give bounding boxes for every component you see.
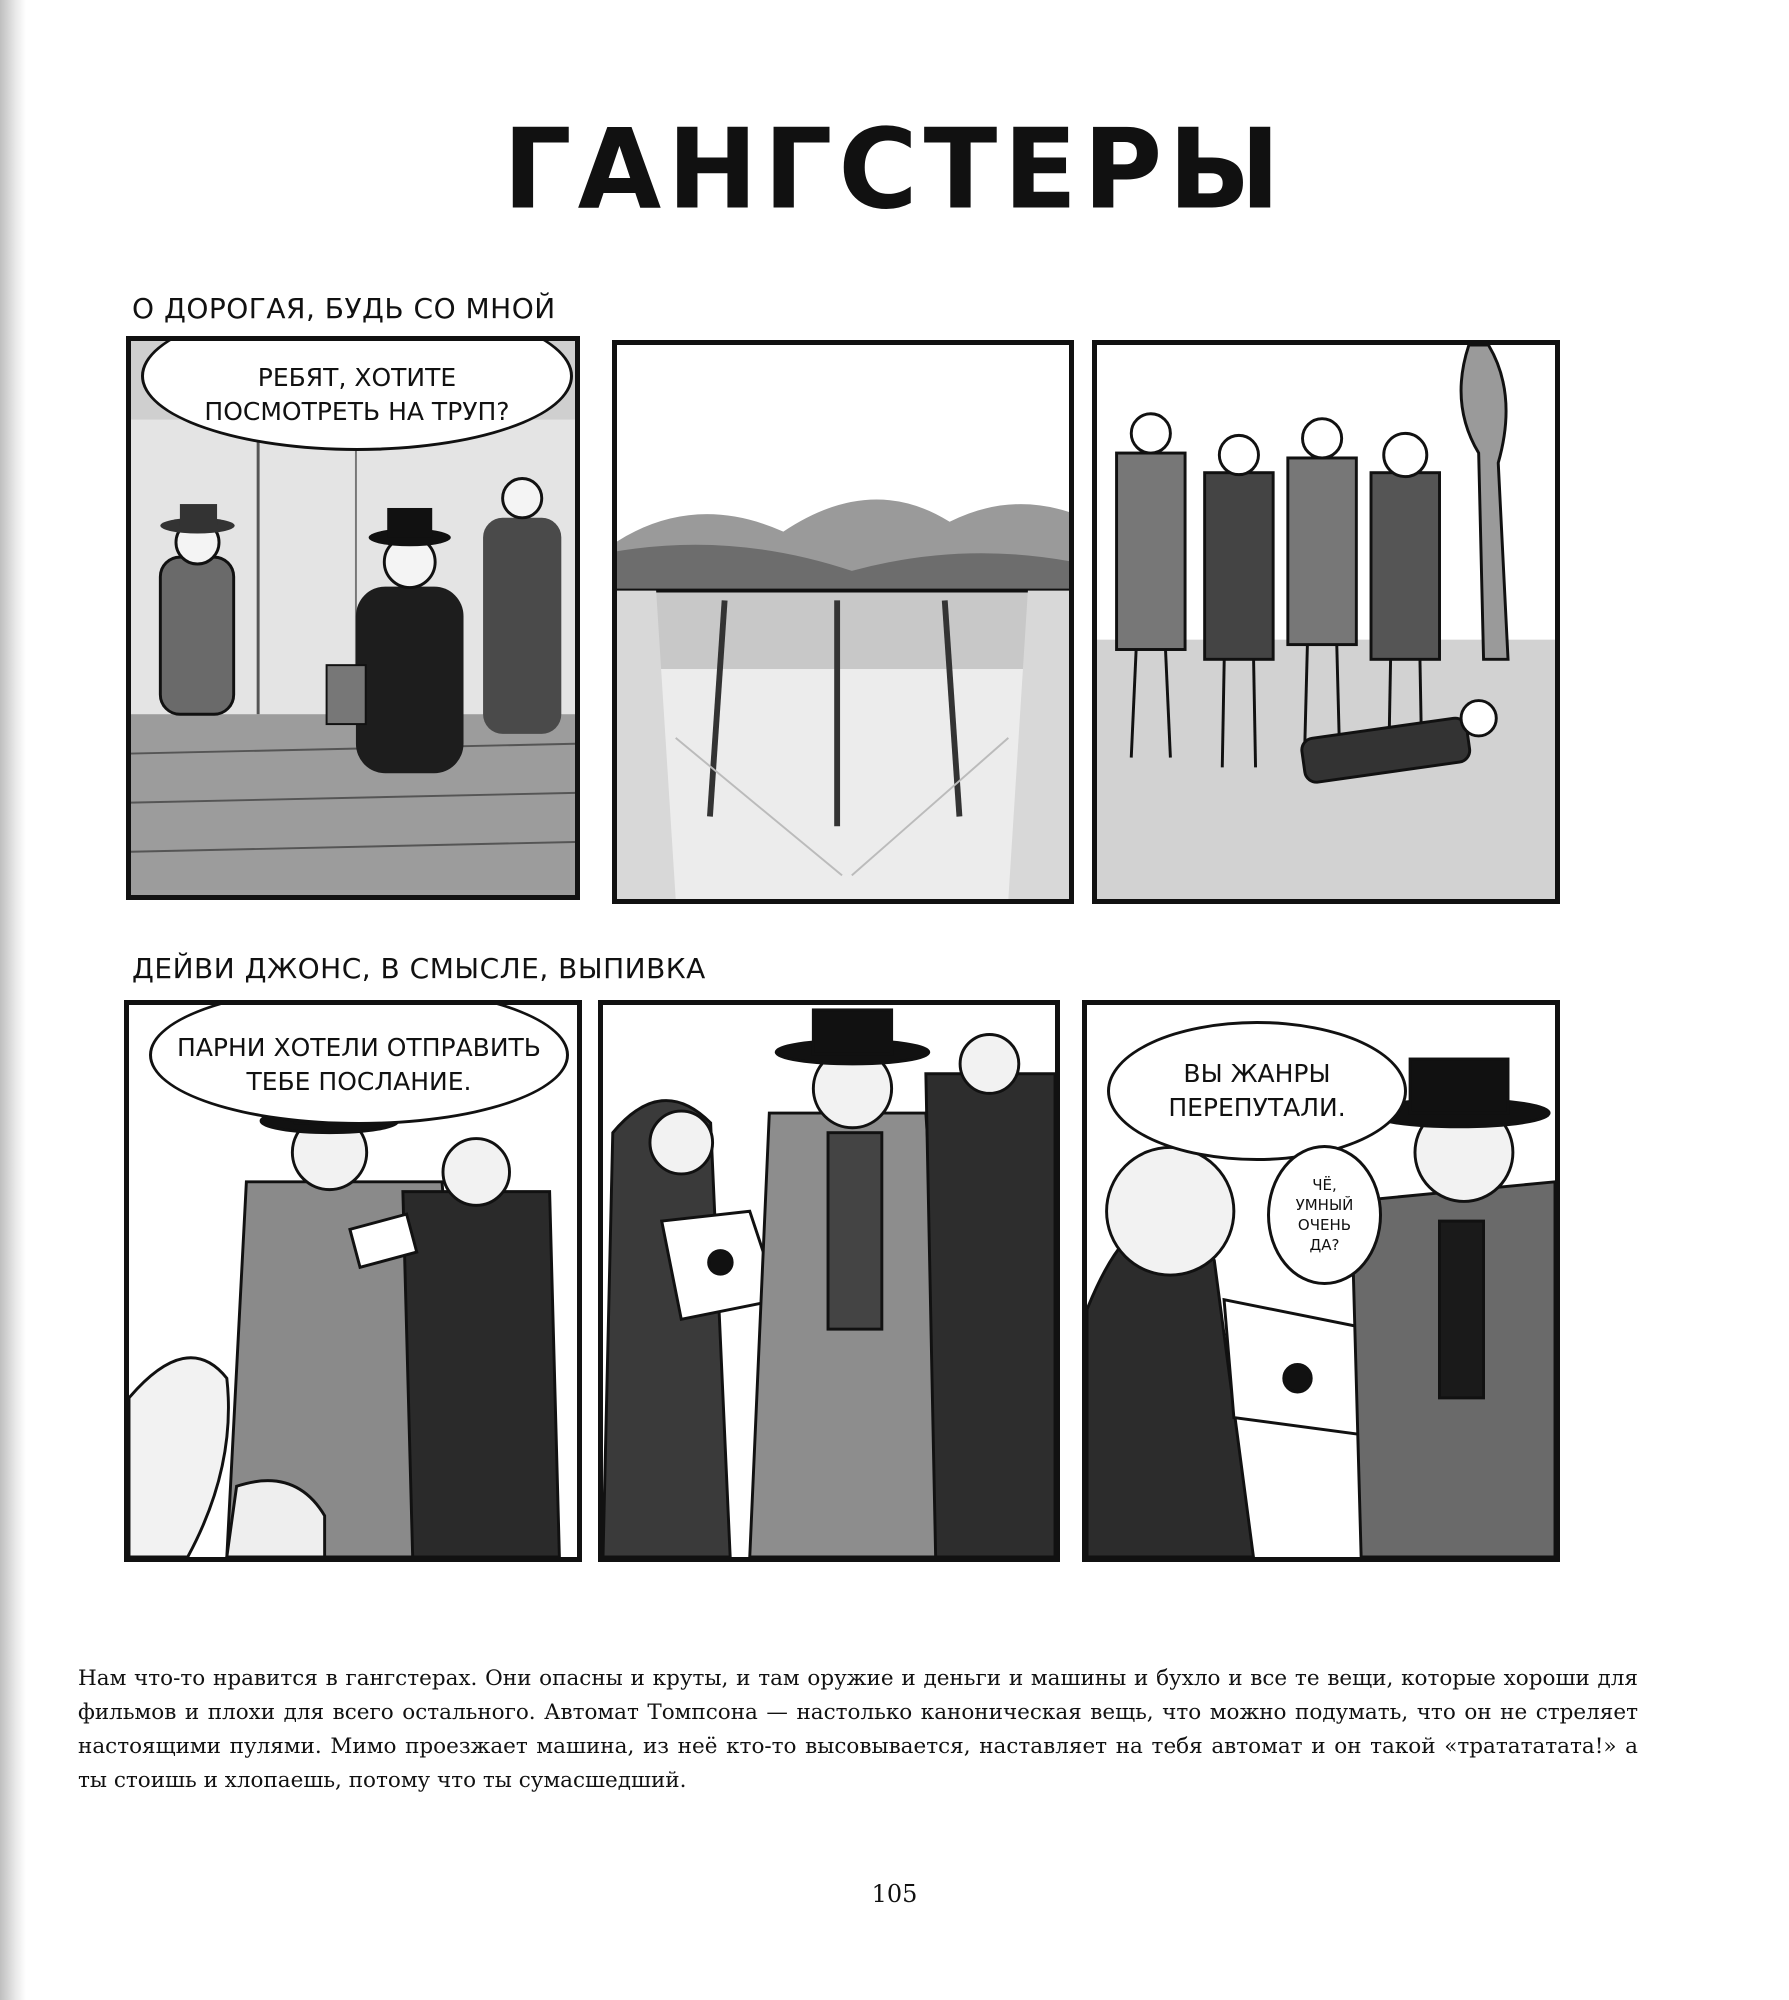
man-reading-letter-illustration [603, 1005, 1055, 1557]
speech-bubble: ПАРНИ ХОТЕЛИ ОТПРАВИТЬ ТЕБЕ ПОСЛАНИЕ. [149, 1000, 569, 1125]
strip1-panel2 [612, 340, 1074, 904]
strip1-panel1 [126, 336, 580, 900]
page-binding-shadow [0, 0, 26, 2000]
railroad-landscape-illustration [617, 345, 1069, 899]
strip1-caption: О ДОРОГАЯ, БУДЬ СО МНОЙ [132, 292, 556, 325]
strip2-panel1 [124, 1000, 582, 1562]
strip2-caption: ДЕЙВИ ДЖОНС, В СМЫСЛЕ, ВЫПИВКА [132, 952, 706, 985]
strip2-panel2 [598, 1000, 1060, 1562]
strip1-panel3 [1092, 340, 1560, 904]
small-speech-bubble: ЧЁ, УМНЫЙ ОЧЕНЬ ДА? [1267, 1145, 1382, 1285]
page-title: ГАНГСТЕРЫ [502, 106, 1287, 235]
speech-bubble: ВЫ ЖАНРЫ ПЕРЕПУТАЛИ. [1107, 1021, 1407, 1161]
speech-bubble: РЕБЯТ, ХОТИТЕ ПОСМОТРЕТЬ НА ТРУП? [141, 336, 573, 451]
strip2-panel3 [1082, 1000, 1560, 1562]
page-number: 105 [871, 1880, 918, 1908]
body-paragraph: Нам что-то нравится в гангстерах. Они опасны и круты, и там оружие и деньги и машины и бухло и все те вещи, которые хороши для фильмов и плохи для всего остального. Автомат Томпсона — настолько каноническая вещь, что можно подумать, что он не стреляет настоящими пулями. Мимо проезжает машина, из неё кто-то высовывается, наставляет на тебя автомат и он такой «тратататата!» а ты стоишь и хлопаешь, потому что ты сумасшедший. [78, 1666, 1638, 1793]
gangsters-and-corpse-illustration [1097, 345, 1555, 899]
